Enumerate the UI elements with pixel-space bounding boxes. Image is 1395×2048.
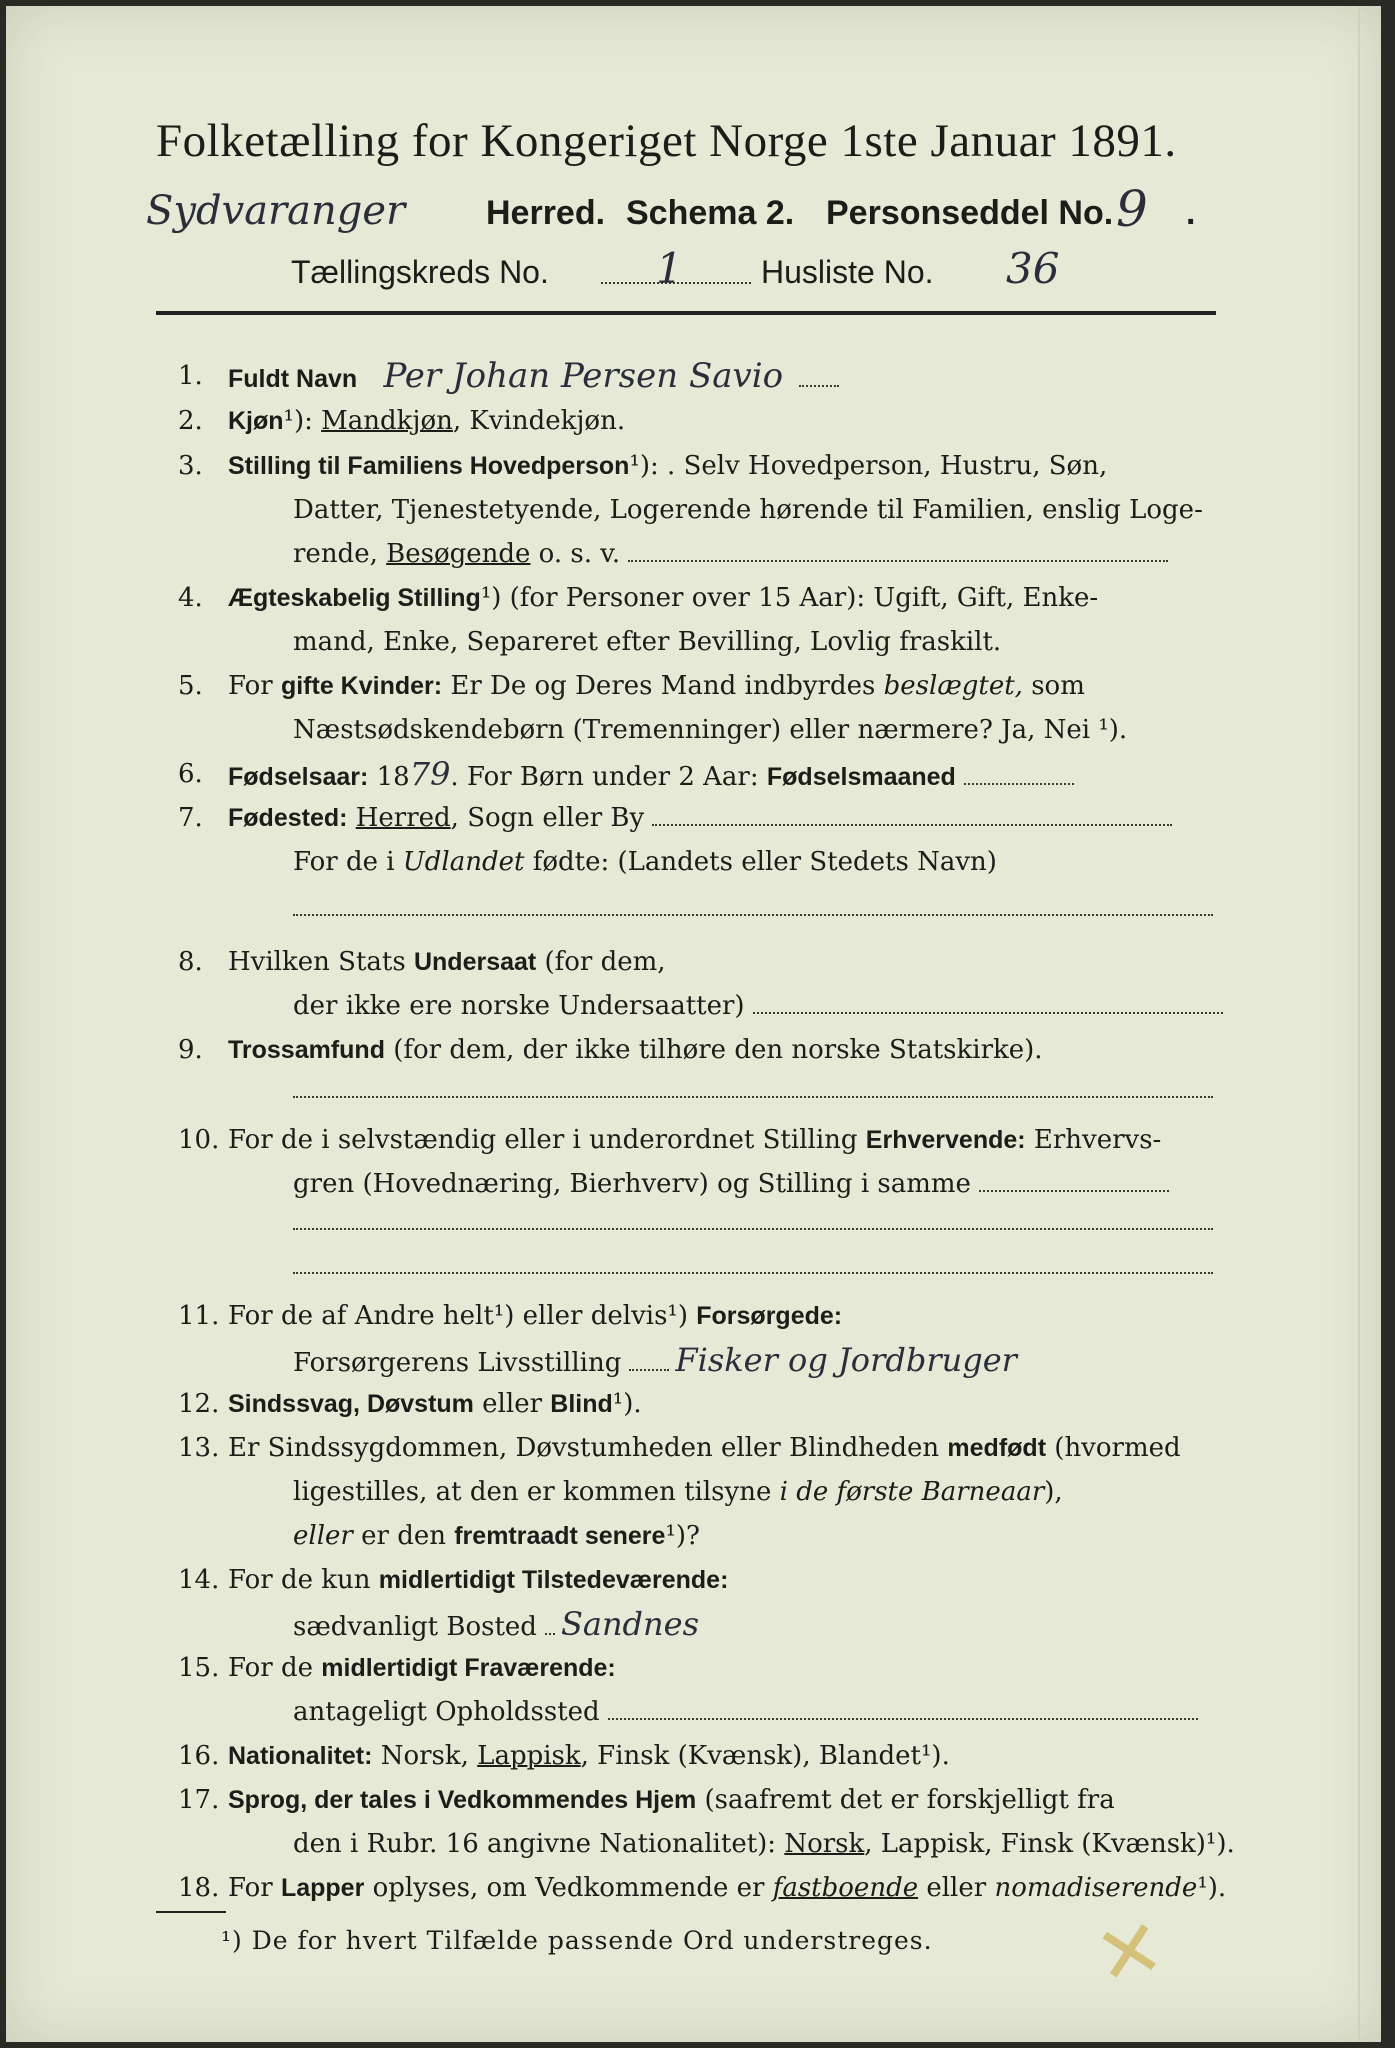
full-name-answer: Per Johan Persen Savio (383, 356, 784, 396)
schema-label: Schema 2. (626, 194, 795, 232)
kreds-number: 1 (656, 244, 683, 293)
header-line-herred: Sydvaranger Herred. Schema 2. Personseddel No. 9 . (146, 180, 1196, 238)
herred-handwritten: Sydvaranger (146, 188, 406, 234)
fill-line (293, 914, 1213, 916)
header-line-kreds (291, 244, 1141, 304)
header-rule (156, 311, 1216, 315)
bosted-answer: Sandnes (560, 1605, 699, 1643)
kreds-label: Tællingskreds No. (291, 254, 549, 290)
pencil-cross-mark: ✕ (1087, 1900, 1172, 2005)
question-1-label: Fuldt Navn (228, 365, 358, 393)
kjon-selected-option: Mandkjøn (321, 406, 453, 436)
husliste-label: Husliste No. (761, 254, 934, 290)
personseddel-label: Personseddel No. (826, 194, 1114, 232)
nationalitet-selected-option: Lappisk (477, 1741, 581, 1771)
husliste-number: 36 (1006, 244, 1060, 293)
fill-line (293, 1272, 1213, 1274)
footnote: ¹) De for hvert Tilfælde passende Ord understreges. (221, 1926, 933, 1955)
fodested-selected-option: Herred (355, 803, 451, 833)
birth-year-answer: 79 (409, 755, 451, 793)
personseddel-number: 9 (1116, 180, 1148, 238)
herred-label: Herred. (486, 194, 606, 232)
fill-line (293, 1228, 1213, 1230)
fill-line (293, 1096, 1213, 1098)
footnote-rule (156, 1911, 226, 1913)
form-title: Folketælling for Kongeriget Norge 1ste Januar 1891. (156, 115, 1177, 167)
census-form-page: Folketælling for Kongeriget Norge 1ste Januar 1891. Sydvaranger Herred. Schema 2. Personseddel No. 9 . Tællingskreds No. 1 Husliste No. 36 1. Fuldt Navn Per Johan Persen Savio 2. Kjøn¹): Mandkjøn, Kvindekjøn. 3. Stilling til Familiens Hovedperson¹): . Selv Hovedperson, Hustru, Søn, Datter, Tjenestetyende, Logerende hørende til Familien, enslig Loge- rende, Besøgende o. s. v. 4. Ægteskabelig Stilling¹) (for Personer over 15 Aar): Ugift, Gift, Enke- mand, Enke, Separeret efter Bevilling, Lovlig fraskilt. 5. For gifte Kvinder: Er De og Deres Mand indbyrdes beslægtet, som Næstsødskendebørn (Tremenninger) eller nærmere? Ja, Nei ¹). 6. Fødselsaar: 1879. For Børn under 2 Aar: Fødselsmaaned 7. Fødested: Herred, Sogn eller By For de i Udlandet fødte: (Landets eller Stedets Navn) 8. Hvilken Stats Undersaat (for dem, der ikke ere norske Undersaatter) 9. Trossamfund (for dem, der ikke tilhøre den norske Statskirke). 10. For de i selvstændig eller i underordnet Stilling Erhvervende: Erhvervs- gren (Hovednæring, Bierhverv) og Stilling i samme 11. For de af Andre helt¹) eller delvis¹) Forsørgede: Forsørgerens Livsstilling Fisker og Jordbruger 12. Sindssvag, Døvstum eller Blind¹). 13. Er Sindssygdommen, Døvstumheden eller Blindheden medfødt (hvormed ligestilles, at den er kommen tilsyne i de første Barneaar), eller er den fremtraadt senere¹)? 14. For de kun midlertidigt Tilstedeværende: sædvanligt Bosted Sandnes 15. For de midlertidigt Fraværende: antageligt Opholdssted 16. Nationalitet: Norsk, Lappisk, Finsk (Kvænsk), Blandet¹). 17. Sprog, der tales i Vedkommendes Hjem (saafremt det er forskjelligt fra den i Rubr. 16 angivne Nationalitet): Norsk, Lappisk, Finsk (Kvænsk)¹). 18. For Lapper oplyses, om Vedkommende er fastboende eller nomadiserende¹). ¹) De for hvert Tilfælde passende Ord understreges. ✕ (6, 6, 1381, 2042)
sprog-selected-option: Norsk (784, 1829, 865, 1859)
page-edge-line (1358, 6, 1360, 2042)
forsorger-answer: Fisker og Jordbruger (675, 1341, 1017, 1379)
stilling-selected-option: Besøgende (386, 539, 531, 569)
